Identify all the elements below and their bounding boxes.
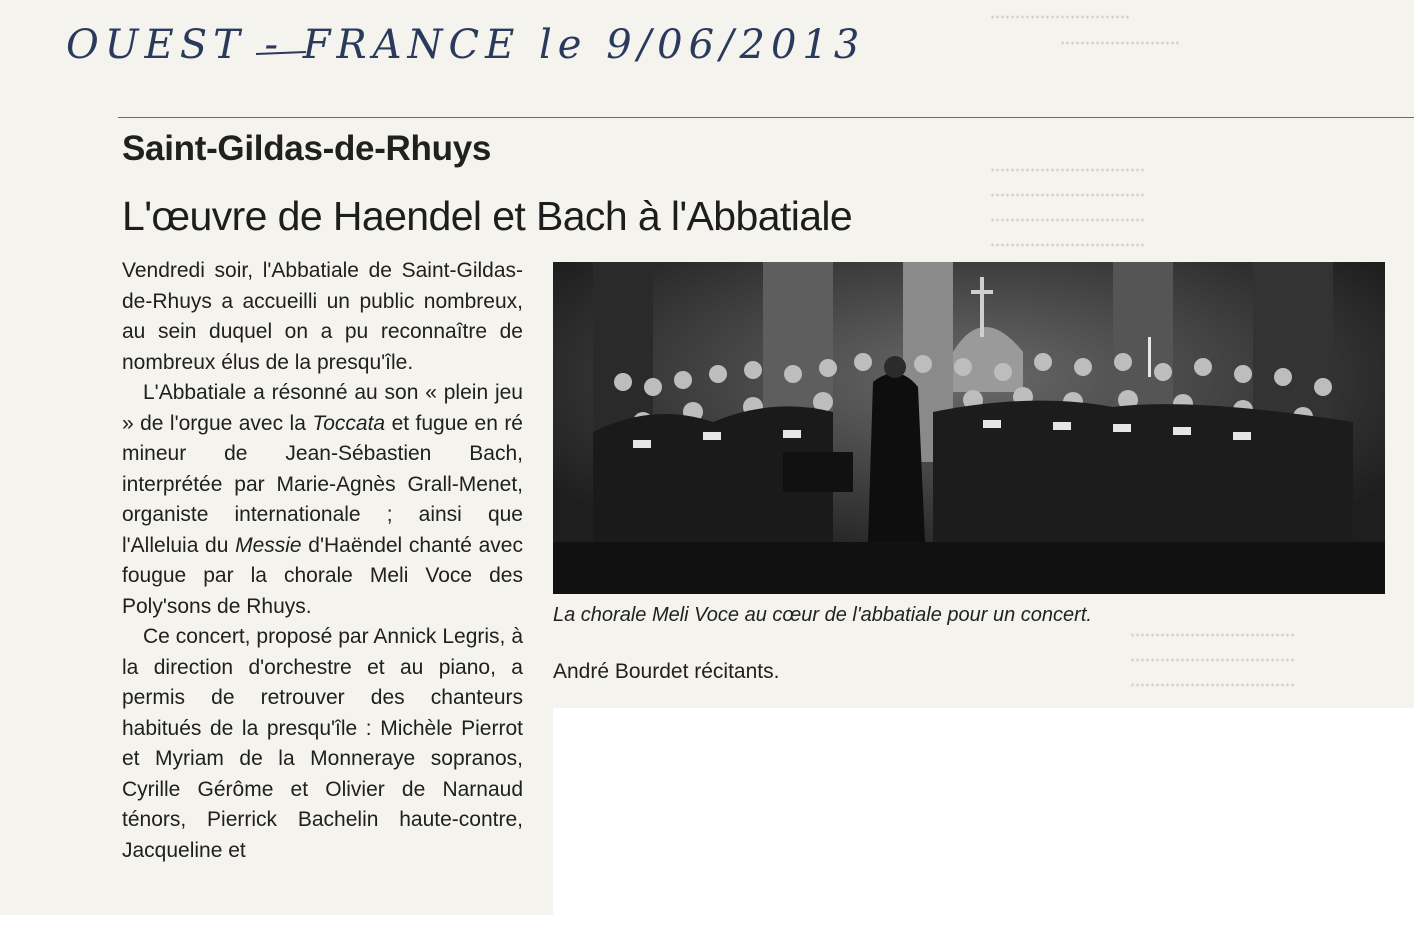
bleed-through-text: ............................... — [990, 180, 1146, 200]
paragraph-1: Vendredi soir, l'Abbatiale de Saint-Gildas-de-Rhuys a accueilli un public nombreux, au sein duquel on a pu reconnaître de nombreux élus de la presqu'île. — [122, 259, 523, 374]
photo-caption: La chorale Meli Voce au cœur de l'abbatiale pour un concert. — [553, 604, 1092, 626]
handwritten-annotation — [66, 18, 966, 88]
bleed-through-text: ................................. — [1130, 645, 1296, 665]
bleed-through-text: ................................. — [1130, 670, 1296, 690]
article-body-column — [122, 256, 523, 866]
paragraph-2-italic-messie: Messie — [235, 533, 302, 557]
bleed-through-text: ................................. — [1130, 620, 1296, 640]
paragraph-2-text: d'Haëndel chanté avec fougue par la chorale Meli Voce des Poly'sons de Rhuys. — [122, 533, 523, 618]
bleed-through-text: ............................... — [990, 205, 1146, 225]
bleed-through-text: ............................... — [990, 155, 1146, 175]
article-headline: L'œuvre de Haendel et Bach à l'Abbatiale — [122, 193, 853, 239]
bleed-through-text: ........................ — [1060, 28, 1181, 48]
article-continuation: André Bourdet récitants. — [553, 660, 780, 683]
bleed-through-text: ............................ — [990, 2, 1131, 22]
blank-scan-area — [553, 708, 1414, 952]
paragraph-2-italic-toccata: Toccata — [312, 411, 386, 435]
choir-photo — [553, 262, 1385, 594]
top-rule — [118, 117, 1414, 118]
paragraph-2 — [122, 378, 523, 622]
blank-scan-area-bottom — [0, 915, 553, 952]
paragraph-2-text: L'Abbatiale a résonné au son « plein jeu » de l'orgue avec la — [122, 381, 523, 435]
bleed-through-text: ............................... — [990, 230, 1146, 250]
handwritten-source-date: OUEST - FRANCE le 9/06/2013 — [66, 22, 866, 68]
paragraph-2-text: et fugue en ré mineur de Jean-Sébastien Bach, interprétée par Marie-Agnès Grall-Menet, organiste internationale ; ainsi que l'Alleluia du — [122, 411, 523, 557]
choir-photo-image — [553, 262, 1385, 594]
locality-heading: Saint-Gildas-de-Rhuys — [122, 129, 492, 168]
paragraph-3: Ce concert, proposé par Annick Legris, à la direction d'orchestre et au piano, a permis de retrouver des chanteurs habitués de la presqu'île : Michèle Pierrot et Myriam de la Monneraye sopranos, Cyrille Gérôme et Olivier de Narnaud ténors, Pierrick Bachelin haute-contre, Jacqueline et — [122, 625, 523, 862]
